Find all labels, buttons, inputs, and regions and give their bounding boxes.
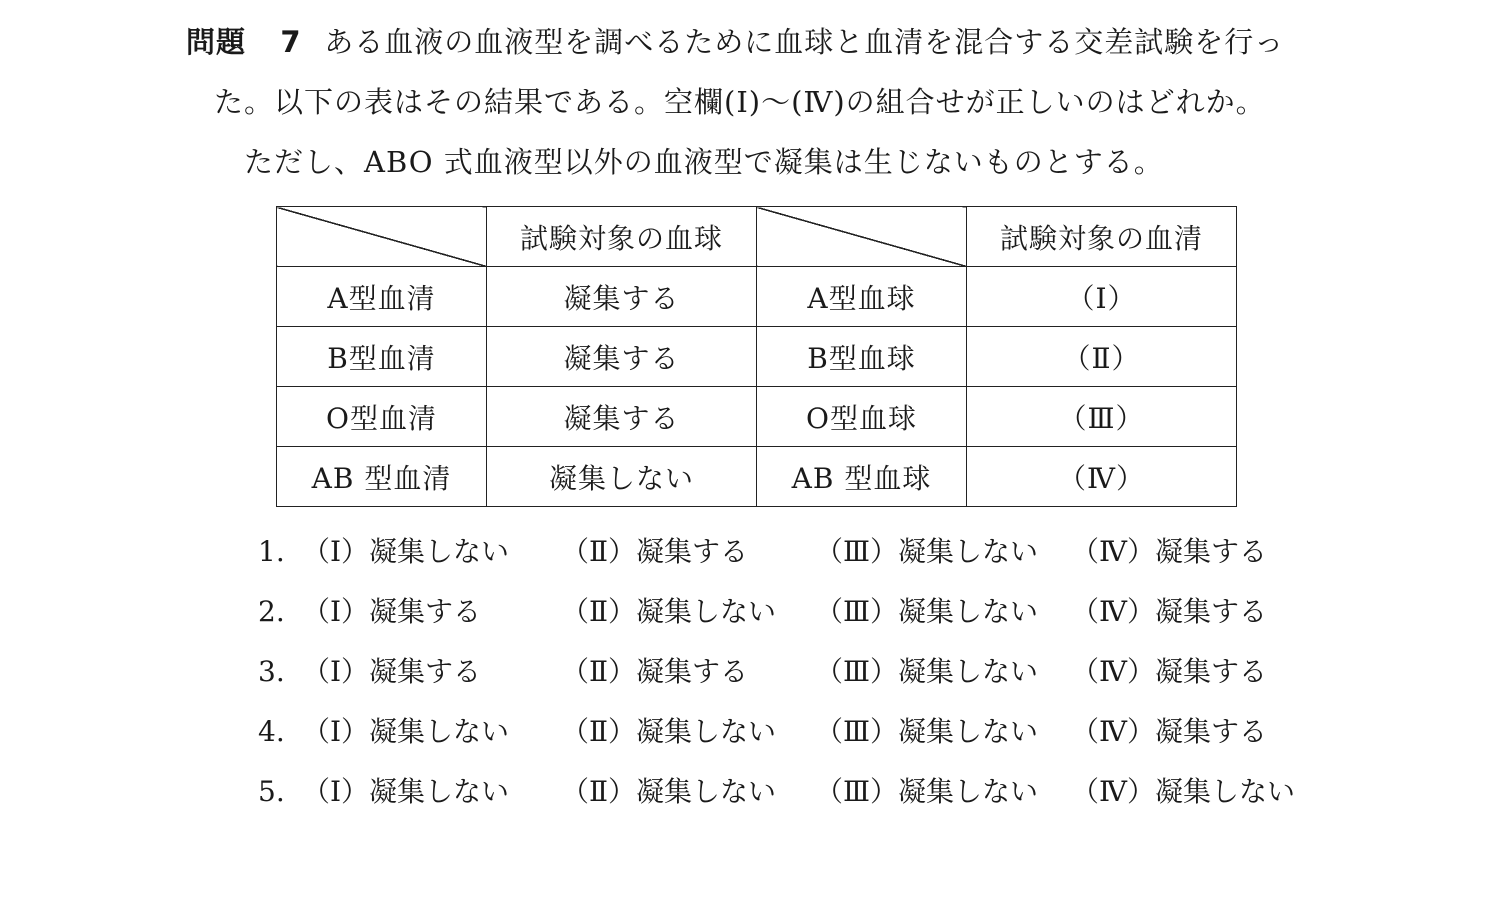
option-blank-iv: （Ⅳ）凝集しない	[1071, 775, 1295, 808]
table-row	[277, 267, 1237, 327]
option-number: 3.	[258, 655, 285, 688]
blank-cell: （Ⅲ）	[967, 387, 1237, 447]
option-blank-i: （Ⅰ）凝集しない	[302, 535, 510, 568]
option-blank-iv: （Ⅳ）凝集する	[1071, 655, 1267, 688]
option-blank-iii: （Ⅲ）凝集しない	[815, 775, 1039, 808]
cell-type-cell: AB 型血球	[757, 447, 967, 507]
table-header-row	[277, 207, 1237, 267]
option-number: 4.	[258, 715, 285, 748]
header-cell: 試験対象の血球	[487, 207, 757, 267]
question-number: 7	[280, 25, 302, 59]
question-label: 問題	[186, 25, 247, 59]
result-table	[276, 206, 1237, 507]
question-line-2: た。以下の表はその結果である。空欄(Ⅰ)～(Ⅳ)の組合せが正しいのはどれか。	[214, 85, 1266, 119]
serum-type-cell: B型血清	[277, 327, 487, 387]
cell-type-cell: B型血球	[757, 327, 967, 387]
option-blank-i: （Ⅰ）凝集する	[302, 655, 482, 688]
result-cell: 凝集する	[487, 327, 757, 387]
option-blank-i: （Ⅰ）凝集する	[302, 595, 482, 628]
option-blank-iii: （Ⅲ）凝集しない	[815, 655, 1039, 688]
option-blank-ii: （Ⅱ）凝集しない	[561, 595, 777, 628]
option-number: 2.	[258, 595, 285, 628]
option-number: 5.	[258, 775, 285, 808]
cell-type-cell: A型血球	[757, 267, 967, 327]
serum-type-cell: O型血清	[277, 387, 487, 447]
serum-type-cell: A型血清	[277, 267, 487, 327]
option-blank-ii: （Ⅱ）凝集しない	[561, 715, 777, 748]
table-row	[277, 447, 1237, 507]
header-cell: 試験対象の血清	[967, 207, 1237, 267]
table-row	[277, 387, 1237, 447]
question-line-3: ただし、ABO 式血液型以外の血液型で凝集は生じないものとする。	[244, 145, 1164, 179]
result-cell: 凝集する	[487, 267, 757, 327]
table-row	[277, 327, 1237, 387]
option-blank-ii: （Ⅱ）凝集する	[561, 655, 749, 688]
diagonal-header-cell	[277, 207, 487, 267]
result-cell: 凝集する	[487, 387, 757, 447]
option-blank-i: （Ⅰ）凝集しない	[302, 775, 510, 808]
serum-type-cell: AB 型血清	[277, 447, 487, 507]
option-blank-iv: （Ⅳ）凝集する	[1071, 595, 1267, 628]
blank-cell: （Ⅳ）	[967, 447, 1237, 507]
option-blank-i: （Ⅰ）凝集しない	[302, 715, 510, 748]
cell-type-cell: O型血球	[757, 387, 967, 447]
question-line-1	[186, 22, 1284, 62]
diagonal-header-cell	[757, 207, 967, 267]
option-blank-ii: （Ⅱ）凝集する	[561, 535, 749, 568]
option-number: 1.	[258, 535, 285, 568]
option-blank-iii: （Ⅲ）凝集しない	[815, 535, 1039, 568]
option-blank-ii: （Ⅱ）凝集しない	[561, 775, 777, 808]
question-stem-line-1: ある血液の血液型を調べるために血球と血清を混合する交差試験を行っ	[324, 25, 1285, 59]
option-blank-iv: （Ⅳ）凝集する	[1071, 535, 1267, 568]
option-blank-iii: （Ⅲ）凝集しない	[815, 715, 1039, 748]
option-blank-iv: （Ⅳ）凝集する	[1071, 715, 1267, 748]
result-cell: 凝集しない	[487, 447, 757, 507]
option-blank-iii: （Ⅲ）凝集しない	[815, 595, 1039, 628]
blank-cell: （Ⅰ）	[967, 267, 1237, 327]
blank-cell: （Ⅱ）	[967, 327, 1237, 387]
